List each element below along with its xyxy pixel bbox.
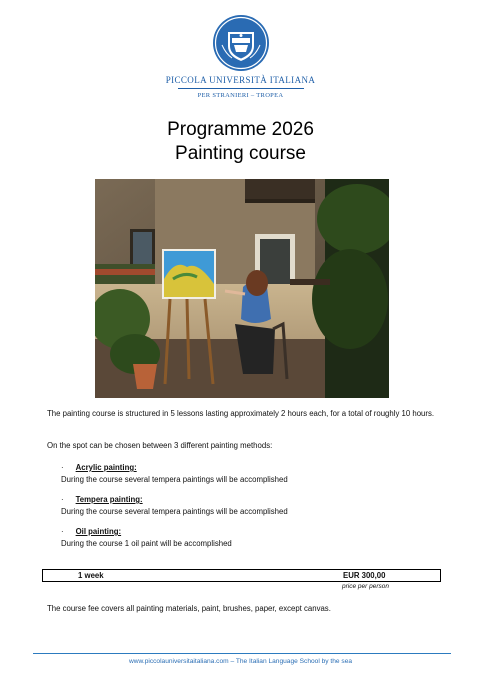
org-subtitle: PER STRANIERI – TROPEA — [197, 92, 284, 99]
method-label: Tempera painting: — [75, 495, 143, 504]
method-acrylic — [61, 463, 137, 473]
method-description: During the course 1 oil paint will be accomplished — [61, 539, 232, 548]
method-tempera — [61, 495, 143, 505]
price-amount: EUR 300,00 — [343, 571, 386, 580]
bullet-icon: · — [61, 495, 64, 504]
method-label: Oil painting: — [75, 527, 122, 536]
crest-seal-icon — [212, 14, 270, 72]
bullet-icon: · — [61, 463, 64, 472]
org-divider — [178, 88, 304, 89]
page-subtitle: Painting course — [175, 143, 306, 164]
method-oil — [61, 527, 121, 537]
method-label: Acrylic painting: — [75, 463, 137, 472]
price-table — [42, 569, 441, 582]
footer-link[interactable]: www.piccolauniversitaitaliana.com – The Italian Language School by the sea — [128, 658, 353, 665]
intro-paragraph: The painting course is structured in 5 lessons lasting approximately 2 hours each, for a total of roughly 10 hours. — [47, 409, 435, 418]
price-duration: 1 week — [78, 571, 104, 580]
page-title: Programme 2026 — [167, 119, 314, 140]
price-note: price per person — [342, 583, 389, 590]
method-description: During the course several tempera paintings will be accomplished — [61, 475, 288, 484]
footer-divider — [33, 653, 451, 654]
methods-intro: On the spot can be chosen between 3 different painting methods: — [47, 441, 273, 450]
painting-photo — [95, 179, 389, 398]
org-name: PICCOLA UNIVERSITÀ ITALIANA — [165, 75, 316, 85]
logo — [0, 14, 481, 99]
fee-note: The course fee covers all painting materials, paint, brushes, paper, except canvas. — [47, 604, 331, 613]
method-description: During the course several tempera paintings will be accomplished — [61, 507, 288, 516]
bullet-icon: · — [61, 527, 64, 536]
